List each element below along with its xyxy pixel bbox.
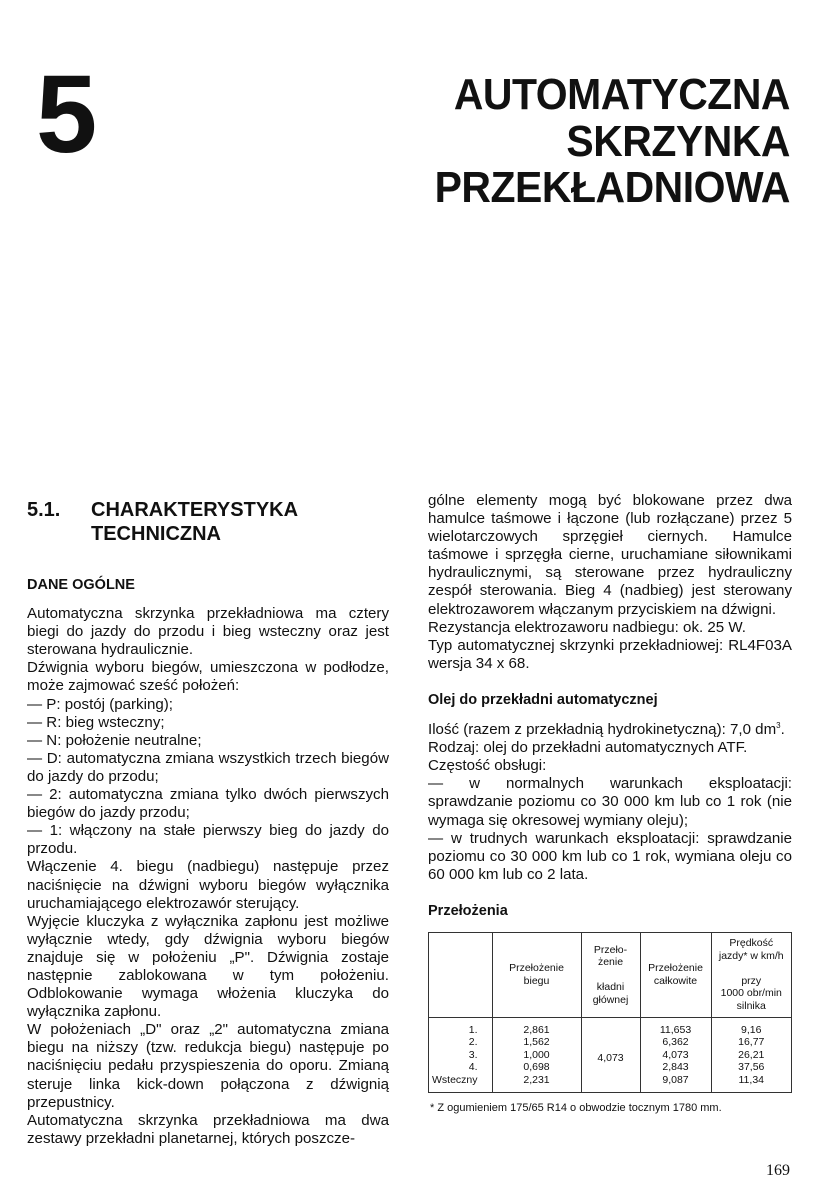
speed-cell: 26,21 [711,1049,791,1062]
chapter-title-line: AUTOMATYCZNA [453,70,790,119]
gear-cell: 2. [429,1036,493,1049]
total-ratio-cell: 2,843 [640,1061,711,1074]
speed-cell: 11,34 [711,1074,791,1093]
list-item: — w normalnych warunkach eksploatacji: sprawdzanie poziomu co 30 000 km lub co 1 rok (nie wymaga się okresowej wymiany oleju); [428,775,792,829]
ratios-table [428,932,792,1094]
speed-cell: 9,16 [711,1017,791,1036]
paragraph: Częstość obsługi: [428,757,547,775]
table-header-cell [711,932,791,1017]
list-item: — D: automatyczna zmiana wszystkich trzech biegów do jazdy do przodu; [27,749,389,785]
table-header-cell [581,932,640,1017]
speed-cell: 37,56 [711,1061,791,1074]
list-item: — w trudnych warunkach eksploatacji: sprawdzanie poziomu co 30 000 km lub co 1 rok, wymiana oleju co 60 000 km lub co 2 lata. [428,829,792,883]
list-item: — N: położenie neutralne; [27,731,202,749]
right-column [428,492,792,1118]
oil-heading: Olej do przekładni automatycznej [428,691,658,708]
paragraph: Włączenie 4. biegu (nadbiegu) następuje przez naciśnięcie na dźwigni wyboru biegów wyłącznika uruchamiającego elektrozawór sterujący. [27,858,389,912]
section-title-line: TECHNICZNA [91,523,221,545]
paragraph: Typ automatycznej skrzynki przekładniowej: RL4F03A wersja 34 x 68. [428,636,792,672]
table-header-row [429,932,792,1017]
gear-cell: 1. [429,1017,493,1036]
paragraph: W położeniach „D" oraz „2" automatyczna zmiana biegu na niższy (tzw. redukcja biegu) następuje po naciśnięciu pedału przyspieszenia do oporu. Zmianą steruje linka kick-down połączona z dźwignią przepustnicy. [27,1021,389,1111]
paragraph: Wyjęcie kluczyka z wyłącznika zapłonu jest możliwe wyłącznie wtedy, gdy dźwignia wyboru biegów znajduje się w położeniu „P". Dźwignia zostaje następnie zablokowana w tym położeniu. Odblokowanie wymaga włożenia kluczyka do wyłącznika zapłonu. [27,912,389,1021]
list-item: — R: bieg wsteczny; [27,713,165,731]
table-row [429,1017,792,1036]
ratios-heading: Przełożenia [428,902,508,919]
gear-cell: Wsteczny [429,1074,493,1093]
paragraph: Rezystancja elektrozaworu nadbiegu: ok. 25 W. [428,618,746,636]
chapter-title [325,72,790,212]
chapter-title-line: PRZEKŁADNIOWA [434,163,790,213]
chapter-title-line: SKRZYNKA [566,116,790,166]
paragraph [428,721,792,739]
table-header-cell [640,932,711,1017]
header-total-ratio: Przełożenie całkowite [648,962,703,987]
table-header-cell [429,932,493,1017]
table-header-cell [492,932,581,1017]
oil-amount-end: . [780,721,785,739]
section-title [91,498,298,546]
section-number: 5.1. [27,499,61,521]
total-ratio-cell: 9,087 [640,1074,711,1093]
list-item: — 1: włączony na stałe pierwszy bieg do jazdy do przodu. [27,822,389,858]
general-data-heading: DANE OGÓLNE [27,577,135,593]
paragraph: gólne elementy mogą być blokowane przez dwa hamulce taśmowe i łączone (lub rozłączane) przez 5 wielotarczowych sprzęgieł ciernych. Hamulce taśmowe i sprzęgła cierne, uruchamiane siłownikami hydraulicznymi, są sterowane przez hydrauliczny zespół sterowania. Bieg 4 (nadbieg) jest sterowany elektrozaworem włączanym przyciskiem na dźwigni. [428,492,792,618]
total-ratio-cell: 11,653 [640,1017,711,1036]
gear-cell: 3. [429,1049,493,1062]
gear-ratio-cell: 1,000 [492,1049,581,1062]
oil-amount: Ilość (razem z przekładnią hydrokinetyczną): 7,0 dm [428,721,777,739]
gear-ratio-cell: 2,231 [492,1074,581,1093]
paragraph: Rodzaj: olej do przekładni automatycznych ATF. [428,739,748,757]
chapter-number: 5 [36,53,96,176]
list-item: — P: postój (parking); [27,695,173,713]
speed-cell: 16,77 [711,1036,791,1049]
gear-ratio-cell: 2,861 [492,1017,581,1036]
page-number: 169 [766,1162,790,1179]
table-footnote: * Z ogumieniem 175/65 R14 o obwodzie tocznym 1780 mm. [430,1102,722,1115]
gear-ratio-cell: 1,562 [492,1036,581,1049]
paragraph: Dźwignia wyboru biegów, umieszczona w podłodze, może zajmować sześć położeń: [27,659,389,695]
paragraph: Automatyczna skrzynka przekładniowa ma dwa zestawy przekładni planetarnej, których poszcze- [27,1111,389,1147]
section-heading [27,498,389,546]
final-drive-cell: 4,073 [581,1017,640,1093]
paragraph: Automatyczna skrzynka przekładniowa ma cztery biegi do jazdy do przodu i bieg wsteczny oraz jest sterowana hydraulicznie. [27,605,389,659]
total-ratio-cell: 6,362 [640,1036,711,1049]
total-ratio-cell: 4,073 [640,1049,711,1062]
header-gear-ratio: Przełożenie biegu [509,962,564,987]
oil-amount-unit-exponent: 3 [776,721,781,730]
header-final-drive: Przeło- żenie kładni głównej [592,943,629,1006]
left-column [27,498,389,1148]
list-item: — 2: automatyczna zmiana tylko dwóch pierwszych biegów do jazdy przodu; [27,786,389,822]
gear-ratio-cell: 0,698 [492,1061,581,1074]
section-title-line: CHARAKTERYSTYKA [91,499,299,521]
header-speed: Prędkość jazdy* w km/h przy 1000 obr/min silnika [718,937,784,1012]
gear-cell: 4. [429,1061,493,1074]
